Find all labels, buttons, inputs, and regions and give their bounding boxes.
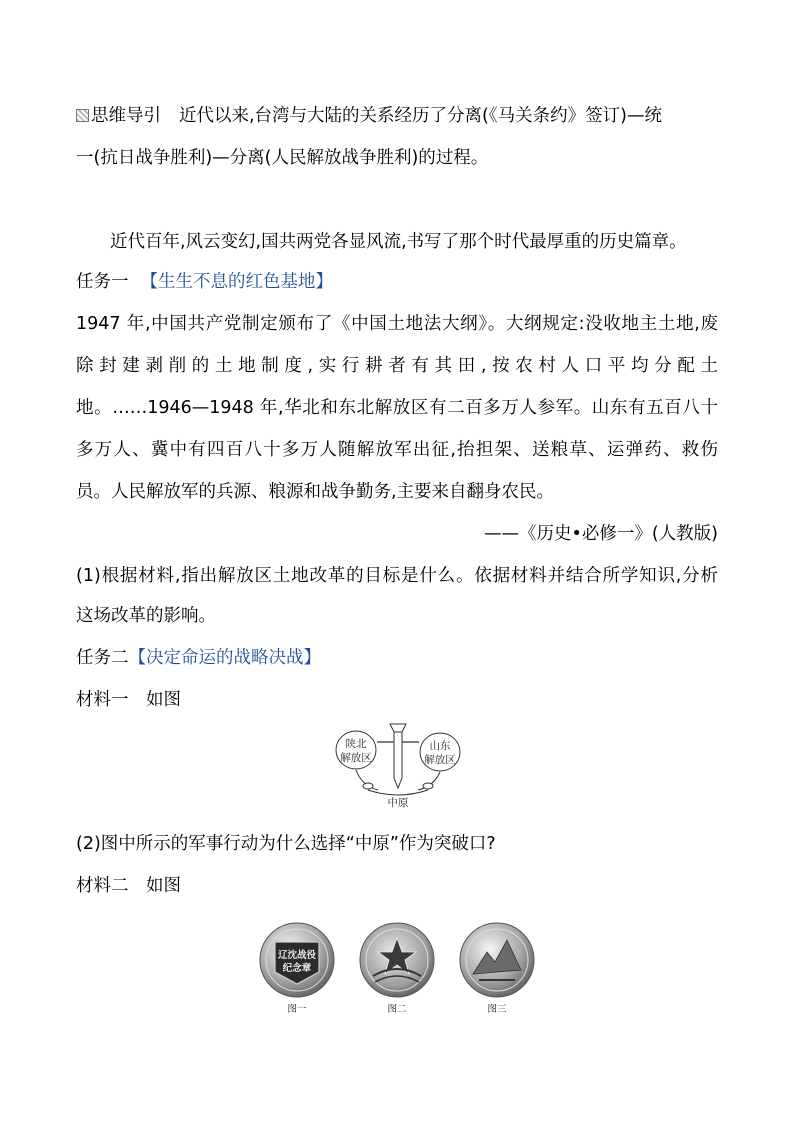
guide-text-2: 一(抗日战争胜利)—分离(人民解放战争胜利)的过程。 xyxy=(76,148,489,168)
shaanbei-label-2: 解放区 xyxy=(340,752,372,764)
shaanbei-label-1: 陕北 xyxy=(345,738,367,750)
task1-material-line-2: 除封建剥削的土地制度,实行耕者有其田,按农村人口平均分配土 xyxy=(76,356,718,376)
dagger-pommel xyxy=(390,724,406,732)
task1-material-line-4: 多万人、冀中有四百八十多万人随解放军出征,抬担架、送粮草、运弹药、救伤 xyxy=(76,440,718,460)
guide-line-1 xyxy=(76,104,662,128)
guide-icon xyxy=(76,109,89,122)
central-plains-label: 中原 xyxy=(387,797,409,809)
task1-label: 任务一 xyxy=(76,272,129,292)
task1-material-line-1: 1947 年,中国共产党制定颁布了《中国土地法大纲》。大纲规定:没收地主土地,废 xyxy=(76,314,718,334)
material2-label: 材料二 如图 xyxy=(76,876,181,896)
task2-title: 【决定命运的战略决战】 xyxy=(128,648,321,668)
medal-caption-2: 图二 xyxy=(387,1004,407,1015)
central-arc xyxy=(368,790,428,795)
medal-3 xyxy=(460,923,534,997)
medal-1 xyxy=(260,923,334,997)
task1-heading xyxy=(76,270,333,294)
central-plains-diagram xyxy=(332,720,464,812)
medal-caption-1: 图一 xyxy=(287,1004,307,1015)
medal-2 xyxy=(360,923,434,997)
task1-title: 【生生不息的红色基地】 xyxy=(140,272,333,292)
task2-heading xyxy=(76,646,321,670)
shandong-label-1: 山东 xyxy=(429,740,451,752)
question1-line-1: (1)根据材料,指出解放区土地改革的目标是什么。依据材料并结合所学知识,分析 xyxy=(76,566,718,586)
dagger-blade xyxy=(394,732,402,788)
right-link xyxy=(423,783,433,789)
task1-material-line-3: 地。……1946—1948 年,华北和东北解放区有二百多万人参军。山东有五百八十 xyxy=(76,398,718,418)
material1-label: 材料一 如图 xyxy=(76,690,181,710)
medal-1-text-2: 纪念章 xyxy=(282,963,312,974)
question2: (2)图中所示的军事行动为什么选择“中原”作为突破口? xyxy=(76,834,496,854)
task2-label: 任务二 xyxy=(76,648,129,668)
intro-paragraph: 近代百年,风云变幻,国共两党各显风流,书写了那个时代最厚重的历史篇章。 xyxy=(110,232,687,252)
medal-1-text-1: 辽沈战役 xyxy=(277,950,317,961)
commemorative-medals xyxy=(255,922,540,1020)
guide-text-1: 近代以来,台湾与大陆的关系经历了分离(《马关条约》签订)—统 xyxy=(179,106,662,126)
question1-line-2: 这场改革的影响。 xyxy=(76,606,216,626)
shandong-label-2: 解放区 xyxy=(424,754,456,766)
task1-material-line-5: 员。人民解放军的兵源、粮源和战争勤务,主要来自翻身农民。 xyxy=(76,482,555,502)
left-link xyxy=(363,783,373,789)
task1-source: ——《历史•必修一》(人教版) xyxy=(484,524,718,544)
medal-caption-3: 图三 xyxy=(487,1004,507,1015)
guide-label: 思维导引 xyxy=(91,106,161,126)
